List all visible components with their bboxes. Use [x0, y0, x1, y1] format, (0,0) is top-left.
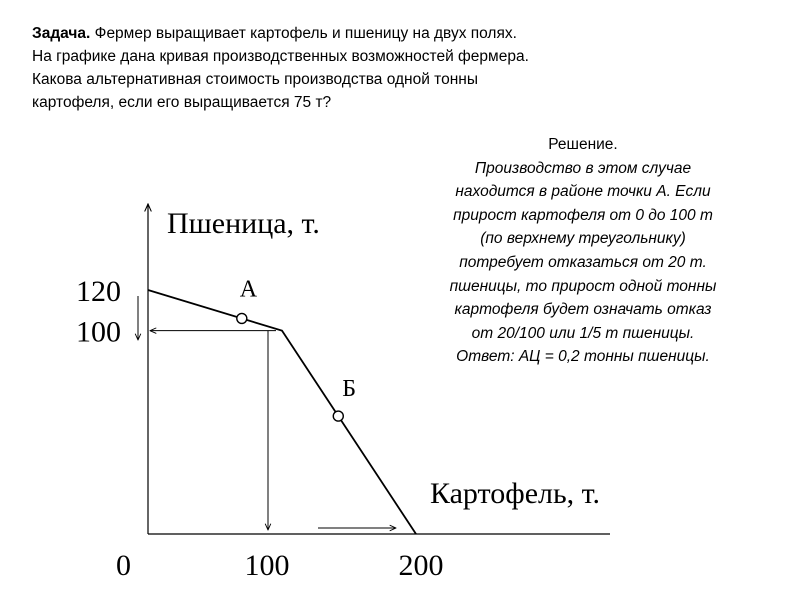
- y-tick-100: 100: [76, 315, 121, 349]
- task-line-2: На графике дана кривая производственных возможностей фермера.: [32, 48, 529, 65]
- solution-line-7: картофеля будет означать отказ: [454, 301, 712, 319]
- task-line-3: Какова альтернативная стоимость производства одной тонны: [32, 71, 478, 88]
- solution-line-5: потребует отказаться от 20 т.: [459, 253, 707, 271]
- point-a-label: А: [239, 276, 258, 303]
- solution-line-4: (по верхнему треугольнику): [480, 230, 686, 248]
- task-line-1: Фермер выращивает картофель и пшеницу на двух полях.: [94, 25, 517, 42]
- solution-answer: Ответ: АЦ = 0,2 тонны пшеницы.: [456, 348, 710, 366]
- y-tick-120: 120: [76, 275, 121, 308]
- solution-line-6: пшеницы, то прирост одной тонны: [449, 277, 717, 295]
- task-line-4: картофеля, если его выращивается 75 т?: [32, 94, 332, 111]
- solution-line-2: находится в районе точки А. Если: [455, 183, 711, 201]
- point-a-marker: [237, 313, 247, 323]
- solution-line-8: от 20/100 или 1/5 т пшеницы.: [471, 324, 695, 342]
- task-label: Задача.: [32, 25, 91, 42]
- ppf-curve: [148, 290, 416, 534]
- x-tick-200: 200: [398, 549, 444, 582]
- solution-line-1: Производство в этом случае: [474, 159, 692, 177]
- point-b-marker: [333, 411, 343, 421]
- y-axis-title: Пшеница, т.: [167, 207, 320, 240]
- solution-heading: Решение.: [548, 136, 618, 153]
- x-axis-title: Картофель, т.: [430, 477, 601, 510]
- origin-label: 0: [116, 549, 131, 582]
- point-b-label: Б: [342, 376, 357, 403]
- solution-line-3: прирост картофеля от 0 до 100 т: [453, 206, 713, 224]
- x-tick-100: 100: [244, 549, 290, 582]
